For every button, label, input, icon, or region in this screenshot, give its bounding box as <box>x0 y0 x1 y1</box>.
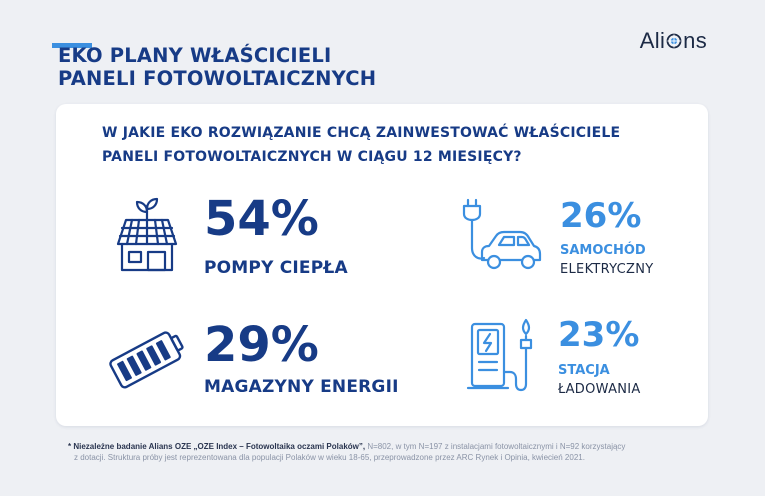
survey-question <box>102 121 620 169</box>
footnote-methodology: z dotacji. Struktura próby jest reprezentowana dla populacji Polaków w wieku 18-65, przeprowadzone przez ARC Rynek i Opinia, kwiecień 2021. <box>74 453 585 462</box>
footnote-sample: N=802, w tym N=197 z instalacjami fotowoltaicznymi i N=92 korzystający <box>365 442 626 451</box>
stat-electric-car-value: 26% <box>560 196 642 236</box>
stat-charging-station-label <box>558 361 641 399</box>
survey-question-line-2: PANELI FOTOWOLTAICZNYCH W CIĄGU 12 MIESIĘCY? <box>102 149 522 165</box>
logo-text-right: ns <box>683 28 707 53</box>
logo-o-mark <box>666 33 682 49</box>
stat-energy-storage-value: 29% <box>204 317 319 373</box>
stat-energy-storage-label: MAGAZYNY ENERGII <box>204 377 399 397</box>
page-title-line-2: PANELI FOTOWOLTAICZNYCH <box>58 67 377 90</box>
logo-text-left: Ali <box>639 28 666 53</box>
stat-charging-station-label-line-1: STACJA <box>558 363 610 378</box>
page-title <box>58 44 376 90</box>
stat-electric-car-label <box>560 241 654 279</box>
charging-station-icon <box>466 318 542 396</box>
stat-heat-pumps-value: 54% <box>204 191 319 247</box>
survey-question-line-1: W JAKIE EKO ROZWIĄZANIE CHCĄ ZAINWESTOWAĆ WŁAŚCICIELE <box>102 125 621 141</box>
electric-car-icon <box>458 196 544 276</box>
house-solar-icon <box>112 194 182 274</box>
stat-electric-car-label-line-2: ELEKTRYCZNY <box>560 262 654 277</box>
footnote-source: * Niezależne badanie Alians OZE „OZE Index – Fotowoltaika oczami Polaków”, <box>68 442 366 451</box>
stat-electric-car-label-line-1: SAMOCHÓD <box>560 243 646 258</box>
stat-charging-station-value: 23% <box>558 315 640 355</box>
stat-charging-station-label-line-2: ŁADOWANIA <box>558 382 641 397</box>
stat-heat-pumps-label: POMPY CIEPŁA <box>204 258 348 278</box>
page-title-line-1: EKO PLANY WŁAŚCICIELI <box>58 44 332 67</box>
footnote <box>68 441 708 463</box>
alians-logo <box>640 28 707 54</box>
battery-icon <box>104 326 190 392</box>
